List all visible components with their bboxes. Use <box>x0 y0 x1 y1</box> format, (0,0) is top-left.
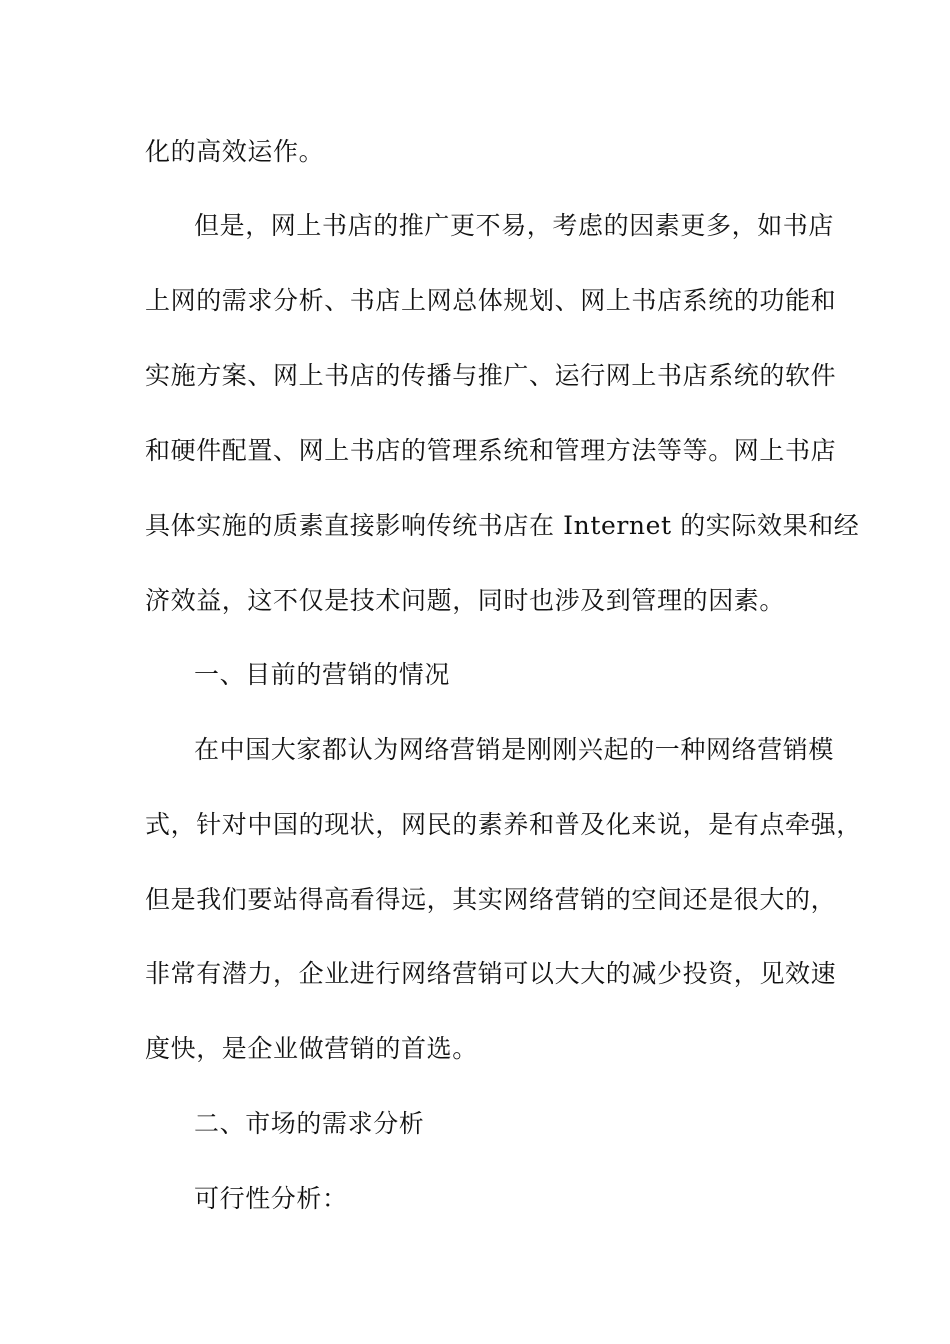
paragraph-line: 具体实施的质素直接影响传统书店在 Internet 的实际效果和经 <box>145 511 860 540</box>
paragraph-line: 和硬件配置、网上书店的管理系统和管理方法等等。网上书店 <box>145 436 837 465</box>
paragraph-line: 化的高效运作。 <box>145 137 325 166</box>
paragraph-line: 可行性分析： <box>194 1184 348 1213</box>
paragraph-line: 度快，是企业做营销的首选。 <box>145 1034 478 1063</box>
section-heading: 二、市场的需求分析 <box>194 1109 425 1138</box>
paragraph-line: 在中国大家都认为网络营销是刚刚兴起的一种网络营销模 <box>194 735 835 764</box>
paragraph-line: 上网的需求分析、书店上网总体规划、网上书店系统的功能和 <box>145 286 837 315</box>
paragraph-line: 式，针对中国的现状，网民的素养和普及化来说，是有点牵强， <box>145 810 862 839</box>
paragraph-line: 非常有潜力，企业进行网络营销可以大大的减少投资，见效速 <box>145 959 837 988</box>
section-heading: 一、目前的营销的情况 <box>194 660 451 689</box>
paragraph-line: 但是我们要站得高看得远，其实网络营销的空间还是很大的， <box>145 885 837 914</box>
paragraph-line: 但是，网上书店的推广更不易，考虑的因素更多，如书店 <box>194 211 835 240</box>
paragraph-line: 济效益，这不仅是技术问题，同时也涉及到管理的因素。 <box>145 586 786 615</box>
paragraph-line: 实施方案、网上书店的传播与推广、运行网上书店系统的软件 <box>145 361 837 390</box>
